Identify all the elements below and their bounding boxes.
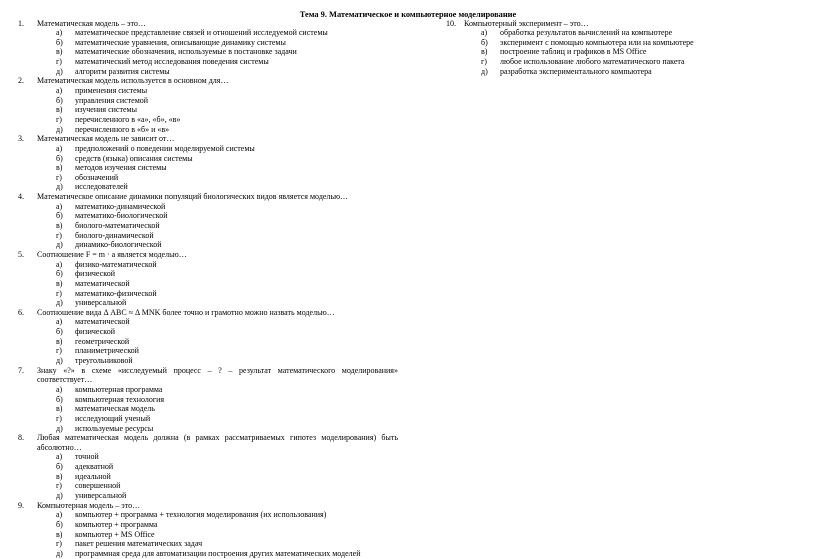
answer-letter: г) [481, 57, 487, 67]
answer-option [446, 38, 746, 48]
question-9 [18, 501, 398, 559]
answer-letter: а) [56, 384, 63, 394]
answer-option [18, 404, 398, 414]
answer-option [18, 327, 398, 337]
question-text: Математическое описание динамики популяций биологических видов является моделью… [37, 192, 349, 202]
answer-option [18, 356, 398, 366]
answer-text: биолого-математической [75, 221, 160, 231]
answer-text: физико-математической [75, 259, 157, 269]
answer-text: пакет решения математических задач [75, 539, 203, 549]
answer-option [18, 240, 398, 250]
answer-letter: г) [56, 539, 62, 549]
answer-text: компьютер + программа [75, 519, 158, 529]
answer-letter: б) [56, 327, 63, 337]
answer-text: совершенной [75, 481, 121, 491]
question-number: 8. [18, 433, 24, 443]
answer-text: физической [75, 327, 115, 337]
answer-letter: б) [56, 394, 63, 404]
question-number: 9. [18, 500, 24, 510]
answer-option [18, 154, 398, 164]
answer-text: любое использование любого математического пакета [500, 57, 685, 67]
question-text: Математическая модель не зависит от… [37, 134, 175, 144]
answer-text: обозначений [75, 172, 119, 182]
answer-text: программная среда для автоматизации построения других математических моделей [75, 548, 361, 558]
answer-option [18, 269, 398, 279]
answer-option [18, 28, 398, 38]
left-column [18, 19, 398, 559]
answer-letter: в) [56, 336, 63, 346]
answer-option [18, 231, 398, 241]
answer-letter: а) [481, 28, 488, 38]
answer-letter: а) [56, 143, 63, 153]
answer-option [18, 182, 398, 192]
answer-letter: д) [56, 298, 63, 308]
answer-text: планиметрической [75, 346, 139, 356]
answer-text: используемые ресурсы [75, 423, 154, 433]
answer-option [18, 38, 398, 48]
question-number: 3. [18, 134, 24, 144]
answer-text: треугольниковой [75, 356, 133, 366]
question-number: 7. [18, 365, 24, 375]
answer-text: исследователей [75, 182, 128, 192]
page-title: Тема 9. Математическое и компьютерное моделирование [299, 10, 517, 19]
answer-text: математическая модель [75, 404, 155, 414]
answer-text: физической [75, 269, 115, 279]
question-number: 1. [18, 18, 24, 28]
answer-text: методов изучения системы [75, 163, 167, 173]
question-text: Любая математическая модель должна (в рамках рассматриваемых гипотез моделирования) быть абсолютно… [37, 433, 398, 452]
answer-letter: г) [56, 172, 62, 182]
answer-option [18, 279, 398, 289]
answer-text: компьютерная программа [75, 384, 163, 394]
answer-letter: б) [481, 37, 488, 47]
answer-letter: в) [481, 47, 488, 57]
answer-option [18, 520, 398, 530]
answer-letter: б) [56, 269, 63, 279]
answer-text: математико-биологической [75, 211, 168, 221]
answer-option [18, 462, 398, 472]
answer-letter: а) [56, 201, 63, 211]
answer-option [18, 211, 398, 221]
question-text: Соотношение вида Δ ABC ≈ Δ MNK более точно и грамотно можно назвать моделью… [37, 307, 335, 317]
answer-text: компьютер + программа + технология моделирования (их использования) [75, 510, 327, 520]
question-text: Компьютерная модель – это… [37, 500, 141, 510]
answer-letter: а) [56, 86, 63, 96]
answer-letter: г) [56, 346, 62, 356]
answer-text: математико-динамической [75, 201, 166, 211]
answer-letter: д) [56, 491, 63, 501]
answer-option [18, 317, 398, 327]
answer-option [18, 289, 398, 299]
answer-letter: г) [56, 413, 62, 423]
question-4 [18, 192, 398, 250]
answer-letter: а) [56, 259, 63, 269]
question-7 [18, 366, 398, 434]
answer-text: математико-физической [75, 288, 157, 298]
answer-text: обработка результатов вычислений на компьютере [500, 28, 673, 38]
answer-letter: б) [56, 95, 63, 105]
answer-option [18, 96, 398, 106]
answer-option [18, 125, 398, 135]
answer-text: математический метод исследования поведения системы [75, 57, 269, 67]
answer-letter: б) [56, 519, 63, 529]
answer-text: алгоритм развития системы [75, 66, 170, 76]
answer-text: геометрической [75, 336, 130, 346]
question-text: Математическая модель используется в основном для… [37, 76, 229, 86]
answer-text: разработка экспериментального компьютера [500, 66, 652, 76]
answer-option [18, 221, 398, 231]
answer-letter: г) [56, 481, 62, 491]
question-number: 10. [446, 18, 456, 28]
question-text: Знаку «?» в схеме «исследуемый процесс – ? – результат математического моделирования» соответствует… [37, 365, 398, 385]
answer-text: универсальной [75, 298, 127, 308]
answer-text: перечисленного в «б» и «в» [75, 124, 170, 134]
answer-letter: д) [56, 124, 63, 134]
answer-letter: д) [56, 240, 63, 250]
answer-letter: б) [56, 37, 63, 47]
answer-letter: в) [56, 221, 63, 231]
answer-text: компьютерная технология [75, 394, 165, 404]
answer-option [18, 115, 398, 125]
answer-letter: д) [56, 356, 63, 366]
question-1 [18, 19, 398, 77]
question-text: Соотношение F = m · a является моделью… [37, 249, 187, 259]
answer-text: математические обозначения, используемые в постановке задачи [75, 47, 297, 57]
answer-text: перечисленного в «а», «б», «в» [75, 114, 181, 124]
answer-letter: в) [56, 278, 63, 288]
answer-option [18, 298, 398, 308]
answer-text: динамико-биологической [75, 240, 162, 250]
answer-letter: д) [56, 423, 63, 433]
answer-option [18, 202, 398, 212]
answer-option [18, 346, 398, 356]
answer-option [18, 491, 398, 501]
answer-letter: д) [481, 66, 488, 76]
answer-text: математические уравнения, описывающие динамику системы [75, 37, 286, 47]
answer-option [18, 395, 398, 405]
answer-text: компьютер + MS Office [75, 529, 155, 539]
answer-option [18, 47, 398, 57]
answer-letter: а) [56, 28, 63, 38]
answer-letter: а) [56, 317, 63, 327]
question-3 [18, 134, 398, 192]
answer-option [446, 28, 746, 38]
answer-letter: г) [56, 57, 62, 67]
answer-option [18, 86, 398, 96]
answer-text: средств (языка) описания системы [75, 153, 193, 163]
answer-letter: б) [56, 153, 63, 163]
answer-text: адекватной [75, 462, 114, 472]
question-2 [18, 76, 398, 134]
answer-option [18, 144, 398, 154]
answer-option [446, 47, 746, 57]
answer-text: математической [75, 317, 130, 327]
answer-option [18, 337, 398, 347]
answer-option [18, 510, 398, 520]
answer-text: предположений о поведении моделируемой системы [75, 143, 255, 153]
answer-option [18, 414, 398, 424]
answer-option [18, 67, 398, 77]
answer-option [18, 57, 398, 67]
answer-option [18, 173, 398, 183]
answer-letter: г) [56, 114, 62, 124]
answer-letter: д) [56, 66, 63, 76]
answer-option [446, 57, 746, 67]
answer-option [18, 539, 398, 549]
right-column [446, 19, 746, 77]
answer-option [18, 385, 398, 395]
question-number: 5. [18, 249, 24, 259]
answer-text: применения системы [75, 86, 148, 96]
answer-text: универсальной [75, 491, 127, 501]
answer-option [18, 163, 398, 173]
answer-letter: г) [56, 230, 62, 240]
answer-option [18, 452, 398, 462]
question-number: 6. [18, 307, 24, 317]
question-10 [446, 19, 746, 77]
answer-text: построение таблиц и графиков в MS Office [500, 47, 647, 57]
answer-text: математической [75, 278, 130, 288]
answer-letter: в) [56, 471, 63, 481]
answer-option [18, 424, 398, 434]
answer-letter: б) [56, 462, 63, 472]
question-number: 4. [18, 192, 24, 202]
question-number: 2. [18, 76, 24, 86]
answer-text: математическое представление связей и отношений исследуемой системы [75, 28, 328, 38]
answer-letter: а) [56, 510, 63, 520]
answer-letter: в) [56, 163, 63, 173]
answer-letter: в) [56, 529, 63, 539]
question-8 [18, 433, 398, 501]
answer-letter: д) [56, 548, 63, 558]
answer-option [18, 472, 398, 482]
answer-letter: г) [56, 288, 62, 298]
answer-option [18, 105, 398, 115]
answer-text: точной [75, 452, 99, 462]
answer-option [446, 67, 746, 77]
answer-text: биолого-динамической [75, 230, 154, 240]
answer-letter: в) [56, 105, 63, 115]
question-text: Компьютерный эксперимент – это… [464, 18, 589, 28]
answer-text: идеальной [75, 471, 111, 481]
answer-letter: а) [56, 452, 63, 462]
answer-text: эксперимент с помощью компьютера или на компьютере [500, 37, 694, 47]
answer-option [18, 530, 398, 540]
answer-letter: в) [56, 404, 63, 414]
answer-letter: д) [56, 182, 63, 192]
answer-text: исследующий ученый [75, 413, 151, 423]
answer-option [18, 260, 398, 270]
answer-letter: в) [56, 47, 63, 57]
answer-letter: б) [56, 211, 63, 221]
question-6 [18, 308, 398, 366]
answer-text: изучения системы [75, 105, 137, 115]
answer-option [18, 481, 398, 491]
question-text: Математическая модель – это… [37, 18, 146, 28]
answer-text: управления системой [75, 95, 149, 105]
question-5 [18, 250, 398, 308]
